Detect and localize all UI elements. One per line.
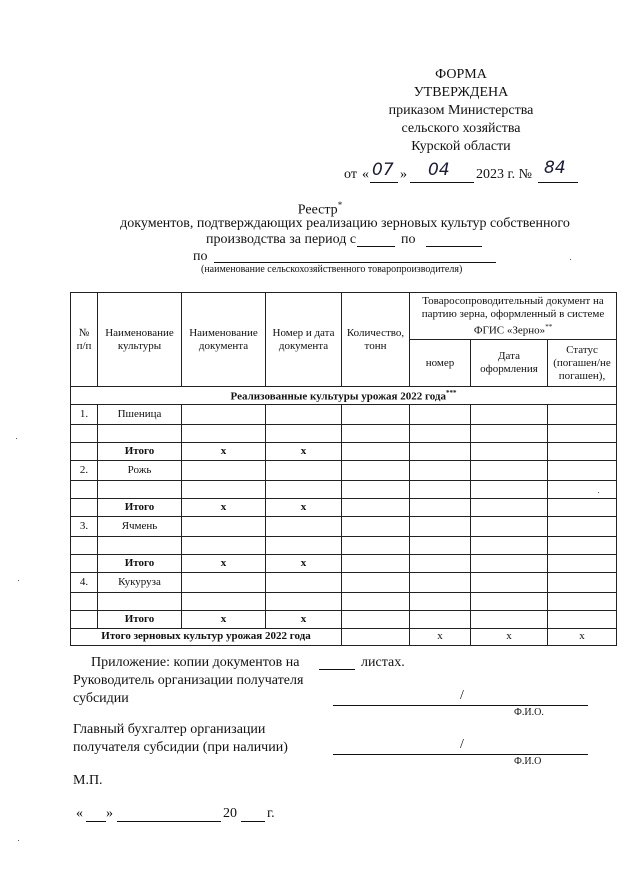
producer-label: по xyxy=(193,249,208,264)
producer-caption: (наименование сельскохозяйственного товаропроизводителя) xyxy=(201,264,463,275)
attachment-line: Приложение: копии документов на xyxy=(91,655,300,670)
approval-ministry: сельского хозяйства xyxy=(401,121,521,136)
table-row xyxy=(71,536,617,554)
table-row-total: Итого х х xyxy=(71,442,617,460)
col-header-status: Статус (погашен/не погашен), xyxy=(548,340,617,387)
col-header-num: № п/п xyxy=(71,293,98,387)
head-label-1: Руководитель организации получателя xyxy=(73,673,304,688)
document-title: Реестр* xyxy=(297,200,343,218)
date-close-quote: » xyxy=(400,167,407,182)
col-header-fgis: Товаросопроводительный документ на партию зерна, оформленный в системе ФГИС «Зерно»** xyxy=(410,293,617,340)
register-table xyxy=(70,292,617,646)
period-from-label: производства за период с xyxy=(206,232,357,247)
sign-date-close: » xyxy=(106,806,113,821)
approval-region: Курской области xyxy=(411,139,511,154)
table-row-total: Итого х х xyxy=(71,610,617,628)
section-heading: Реализованные культуры урожая 2022 года*** xyxy=(71,387,617,405)
order-number-handwritten: 84 xyxy=(544,158,566,178)
approval-block xyxy=(330,66,592,156)
head-label-2: субсидии xyxy=(73,691,129,706)
stamp-place: М.П. xyxy=(73,773,103,788)
attachment-suffix: листах. xyxy=(361,655,405,670)
date-month-handwritten: 04 xyxy=(428,160,450,180)
accountant-label-1: Главный бухгалтер организации xyxy=(73,722,266,737)
col-header-crop: Наименование культуры xyxy=(98,293,182,387)
sign-date-century: 20 xyxy=(223,806,237,821)
approval-form: ФОРМА xyxy=(435,67,487,82)
col-header-document: Наименование документа xyxy=(182,293,266,387)
table-row-total: Итого х х xyxy=(71,498,617,516)
accountant-slash: / xyxy=(460,737,464,752)
table-row: 4. Кукуруза xyxy=(71,572,617,592)
head-fio: Ф.И.О. xyxy=(514,707,544,718)
date-day-handwritten: 07 xyxy=(372,160,394,180)
col-header-date: Дата оформления xyxy=(471,340,548,387)
table-row xyxy=(71,424,617,442)
date-prefix: от xyxy=(344,167,357,182)
sign-date-year-suffix: г. xyxy=(267,806,275,821)
approval-order: приказом Министерства xyxy=(388,103,534,118)
table-row-grand-total: Итого зерновых культур урожая 2022 года х х х xyxy=(71,628,617,645)
table-row: 1. Пшеница xyxy=(71,404,617,424)
date-year: 2023 г. № xyxy=(476,167,533,182)
date-open-quote: « xyxy=(362,167,369,182)
table-row-total: Итого х х xyxy=(71,554,617,572)
period-to-label: по xyxy=(401,232,416,247)
head-slash: / xyxy=(460,688,464,703)
title-line-1: документов, подтверждающих реализацию зерновых культур собственного xyxy=(120,216,570,231)
approval-approved: УТВЕРЖДЕНА xyxy=(413,85,509,100)
col-header-nomer: номер xyxy=(410,340,471,387)
sign-date-open: « xyxy=(76,806,83,821)
table-row: 2. Рожь xyxy=(71,460,617,480)
table-row xyxy=(71,480,617,498)
accountant-fio: Ф.И.О xyxy=(514,756,542,767)
accountant-label-2: получателя субсидии (при наличии) xyxy=(73,740,288,755)
col-header-quantity: Количество, тонн xyxy=(342,293,410,387)
table-row xyxy=(71,592,617,610)
table-row: 3. Ячмень xyxy=(71,516,617,536)
col-header-number-date: Номер и дата документа xyxy=(266,293,342,387)
